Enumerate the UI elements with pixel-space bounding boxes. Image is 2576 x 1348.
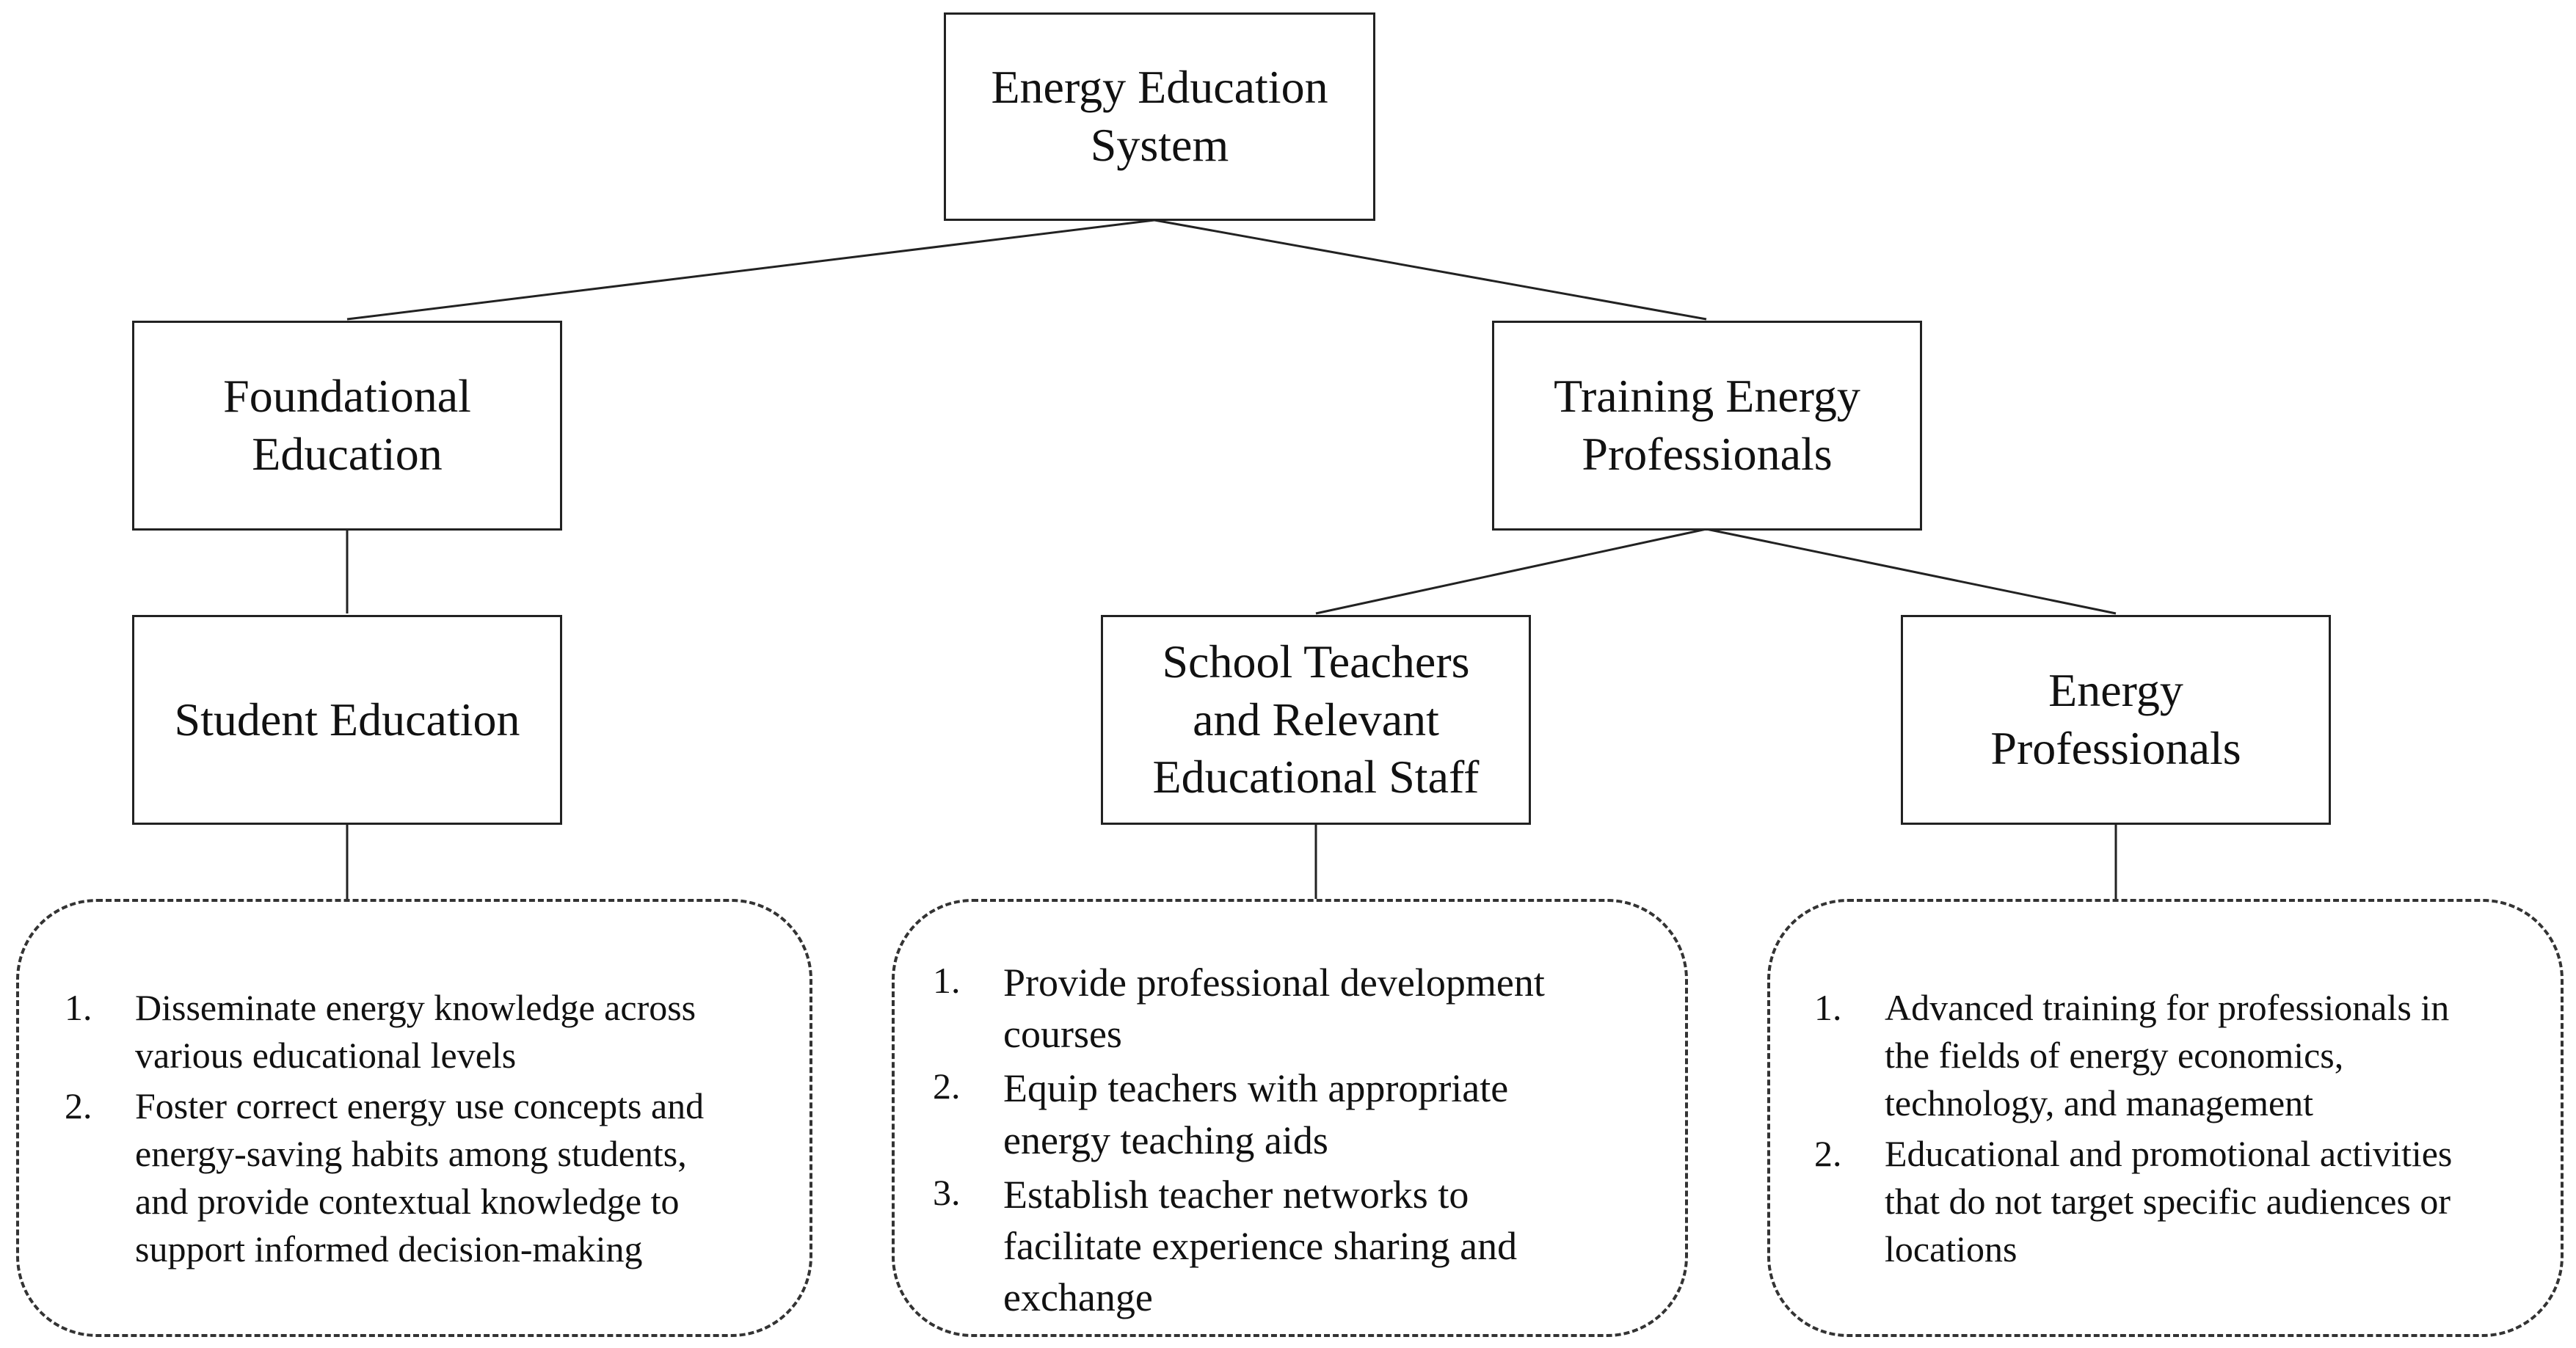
node-label: Energy Education System	[991, 61, 1328, 171]
list-item	[1814, 1130, 2539, 1273]
list-item-number: 1.	[65, 987, 92, 1028]
detail-list	[65, 984, 780, 1273]
connector-training-teachers	[1316, 529, 1706, 613]
list-item-text: Provide professional development courses	[1003, 961, 1545, 1057]
list-item-number: 2.	[65, 1085, 92, 1126]
list-item-text: Foster correct energy use concepts and energy-saving habits among students, and provide contextual knowledge to support informed decision-making	[135, 1085, 705, 1269]
list-item-text: Equip teachers with appropriate energy teaching aids	[1003, 1066, 1509, 1162]
list-item-number: 1.	[1814, 987, 1842, 1028]
list-item-number: 1.	[933, 960, 961, 1001]
node-student-education	[132, 615, 562, 825]
connector-root-foundational	[347, 220, 1154, 319]
detail-list	[1814, 984, 2539, 1273]
node-label: School Teachers and Relevant Educational Staff	[1152, 635, 1480, 804]
list-item	[1814, 984, 2539, 1127]
detail-box-energy-professionals	[1767, 899, 2564, 1337]
node-energy-professionals	[1901, 615, 2331, 825]
list-item-number: 2.	[933, 1065, 961, 1107]
list-item	[65, 1082, 780, 1273]
list-item-text: Disseminate energy knowledge across various educational levels	[135, 987, 696, 1076]
detail-box-school-teachers	[892, 899, 1688, 1337]
detail-list	[933, 957, 1656, 1323]
list-item	[933, 1063, 1656, 1165]
node-label: Energy Professionals	[1990, 664, 2241, 774]
list-item	[933, 1169, 1656, 1324]
detail-box-student-education	[16, 899, 812, 1337]
node-label: Foundational Education	[223, 370, 471, 480]
connector-training-professionals	[1706, 529, 2116, 613]
node-label: Training Energy Professionals	[1554, 370, 1860, 480]
list-item	[65, 984, 780, 1079]
node-label: Student Education	[174, 693, 520, 746]
node-energy-education-system	[944, 12, 1375, 221]
node-school-teachers	[1101, 615, 1531, 825]
node-training-energy-professionals	[1492, 321, 1922, 531]
connector-root-training	[1154, 220, 1706, 319]
list-item-text: Advanced training for professionals in the fields of energy economics, technology, and management	[1885, 987, 2450, 1123]
list-item-number: 2.	[1814, 1133, 1842, 1174]
list-item-text: Educational and promotional activities that do not target specific audiences or locations	[1885, 1133, 2453, 1269]
list-item-text: Establish teacher networks to facilitate experience sharing and exchange	[1003, 1172, 1518, 1320]
node-foundational-education	[132, 321, 562, 531]
list-item	[933, 957, 1656, 1060]
list-item-number: 3.	[933, 1171, 961, 1213]
